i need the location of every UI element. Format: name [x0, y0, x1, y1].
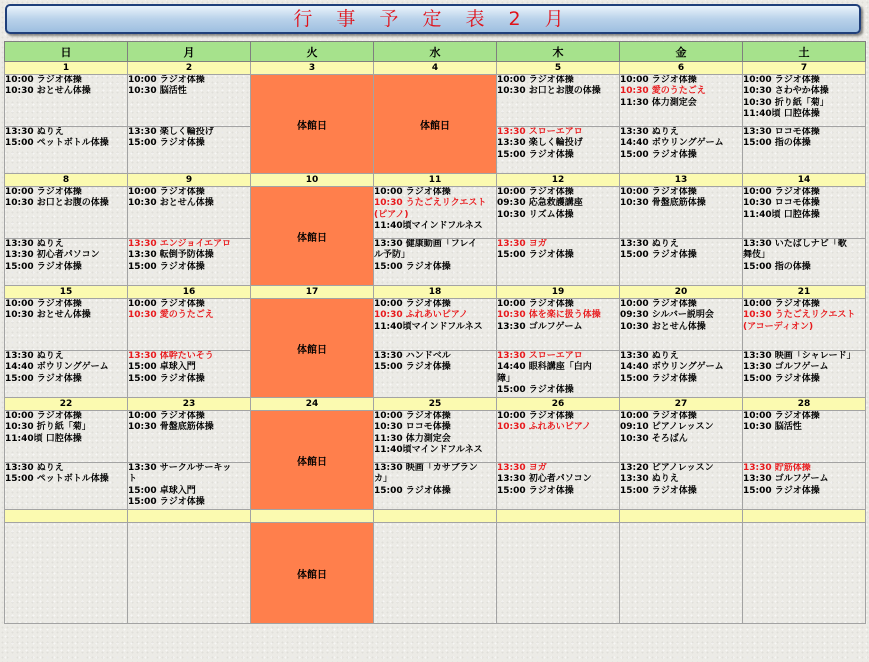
event-item: 13:30 ぬりえ	[5, 351, 64, 361]
calendar-body	[5, 62, 866, 624]
event-item: 13:30 映画「カサブラン	[374, 463, 478, 473]
afternoon-events-cell	[5, 127, 128, 174]
event-item: 15:00 ラジオ体操	[128, 497, 205, 508]
event-item: 10:30 リズム体操	[497, 209, 574, 220]
event-item: 15:00 ペットボトル体操	[5, 474, 109, 485]
afternoon-events-cell	[5, 239, 128, 286]
weekday-header-thu: 木	[497, 42, 620, 62]
event-item: 13:30 楽しく輪投げ	[128, 127, 214, 137]
event-item: 13:30 ぬりえ	[5, 463, 64, 473]
event-item: 10:30 脳活性	[743, 422, 802, 433]
morning-events-cell	[743, 411, 866, 463]
event-item: 15:00 ラジオ体操	[497, 250, 574, 261]
date-number: 25	[374, 398, 497, 411]
event-item: 10:30 ふれあいピアノ	[374, 310, 469, 321]
date-number: 10	[251, 174, 374, 187]
morning-events-cell	[743, 187, 866, 239]
event-item: 13:30 サークルサーキッ	[128, 463, 232, 473]
closed-day-label: 体館日	[297, 232, 327, 244]
date-number: 2	[128, 62, 251, 75]
week-4-morning-row	[5, 411, 866, 463]
date-number: 18	[374, 286, 497, 299]
afternoon-events-cell	[497, 239, 620, 286]
event-item: 10:30 おとせん体操	[620, 321, 706, 332]
morning-events-cell	[5, 299, 128, 351]
week-2-afternoon-row	[5, 239, 866, 286]
week-4-afternoon-row	[5, 463, 866, 510]
weekday-header-mon: 月	[128, 42, 251, 62]
event-item: 13:30 ぬりえ	[620, 351, 679, 361]
afternoon-events-cell	[620, 239, 743, 286]
calendar-table	[4, 41, 866, 624]
event-item: 13:30 ぬりえ	[620, 239, 679, 249]
afternoon-events-cell	[128, 127, 251, 174]
date-number: 19	[497, 286, 620, 299]
event-item: 15:00 ラジオ体操	[620, 373, 697, 384]
afternoon-events-cell	[620, 463, 743, 510]
event-item: 14:40 ボウリングゲーム	[620, 362, 724, 373]
day-cell-empty	[128, 523, 251, 624]
week-1-date-row	[5, 62, 866, 75]
event-item: ル予防」	[374, 250, 411, 261]
date-number: 4	[374, 62, 497, 75]
event-item: 13:30 楽しく輪投げ	[497, 138, 583, 149]
afternoon-events-cell	[5, 351, 128, 398]
date-number: 5	[497, 62, 620, 75]
morning-events-cell	[620, 411, 743, 463]
weekday-header-fri: 金	[620, 42, 743, 62]
afternoon-events-cell	[743, 463, 866, 510]
event-item: 舞伎」	[743, 250, 771, 261]
closed-day-label: 体館日	[420, 120, 450, 132]
event-item: 15:00 指の体操	[743, 261, 811, 272]
week-5-events-row	[5, 523, 866, 624]
afternoon-events-cell	[374, 239, 497, 286]
date-number: 27	[620, 398, 743, 411]
event-item: 13:30 スローエアロ	[497, 351, 583, 361]
event-item: 09:30 シルバー説明会	[620, 310, 714, 321]
event-item: 10:00 ラジオ体操	[374, 411, 451, 421]
event-item: 11:30 体力測定会	[374, 433, 451, 444]
event-item: 10:00 ラジオ体操	[497, 187, 574, 197]
closed-day-label: 体館日	[297, 120, 327, 132]
event-item: 10:00 ラジオ体操	[497, 299, 574, 309]
day-cell-empty	[620, 523, 743, 624]
afternoon-events-cell	[743, 351, 866, 398]
event-item: 11:40頃マインドフルネス	[374, 321, 483, 332]
morning-events-cell	[128, 75, 251, 127]
closed-day-cell	[251, 411, 374, 510]
date-number: 23	[128, 398, 251, 411]
event-item: 13:30 ぬりえ	[5, 127, 64, 137]
event-item: ト	[128, 474, 138, 485]
event-item: 15:00 ラジオ体操	[128, 261, 205, 272]
closed-day-label: 体館日	[297, 344, 327, 356]
event-item: 13:30 ぬりえ	[620, 127, 679, 137]
event-item: 10:30 愛のうたごえ	[128, 310, 214, 321]
date-cell-empty	[497, 510, 620, 523]
event-item: 15:00 ラジオ体操	[743, 373, 820, 384]
event-item: 10:30 骨盤底筋体操	[620, 198, 706, 209]
event-item: 10:30 お口とお腹の体操	[5, 198, 109, 209]
event-item: 10:00 ラジオ体操	[128, 75, 205, 85]
event-item: 10:00 ラジオ体操	[128, 299, 205, 309]
event-item: 13:30 貯筋体操	[743, 463, 811, 473]
event-item: 11:40頃 口腔体操	[743, 109, 820, 120]
event-item: 10:30 体を楽に扱う体操	[497, 310, 601, 321]
week-3-morning-row	[5, 299, 866, 351]
date-number: 8	[5, 174, 128, 187]
event-item: 10:00 ラジオ体操	[374, 187, 451, 197]
date-cell-empty	[5, 510, 128, 523]
date-cell-empty	[743, 510, 866, 523]
afternoon-events-cell	[743, 127, 866, 174]
event-item: 15:00 ラジオ体操	[128, 373, 205, 384]
event-item: 10:00 ラジオ体操	[374, 299, 451, 309]
morning-events-cell	[128, 299, 251, 351]
event-item: 13:30 ヨガ	[497, 463, 547, 473]
event-item: 10:00 ラジオ体操	[620, 299, 697, 309]
afternoon-events-cell	[497, 127, 620, 174]
day-cell-empty	[5, 523, 128, 624]
morning-events-cell	[374, 299, 497, 351]
event-item: 10:30 さわやか体操	[743, 86, 829, 97]
event-item: 10:00 ラジオ体操	[620, 411, 697, 421]
event-item: 11:40頃マインドフルネス	[374, 445, 483, 456]
event-item: 13:30 健康動画「フレイ	[374, 239, 477, 249]
morning-events-cell	[5, 187, 128, 239]
date-number: 26	[497, 398, 620, 411]
morning-events-cell	[620, 299, 743, 351]
closed-day-cell	[251, 75, 374, 174]
event-item: 13:30 転倒予防体操	[128, 250, 214, 261]
date-number: 15	[5, 286, 128, 299]
closed-day-label: 体館日	[297, 456, 327, 468]
event-item: 10:00 ラジオ体操	[743, 75, 820, 85]
weekday-header-row	[5, 42, 866, 62]
morning-events-cell	[374, 411, 497, 463]
morning-events-cell	[5, 75, 128, 127]
morning-events-cell	[497, 75, 620, 127]
date-number: 7	[743, 62, 866, 75]
afternoon-events-cell	[374, 351, 497, 398]
event-item: 11:30 体力測定会	[620, 97, 697, 108]
date-number: 21	[743, 286, 866, 299]
week-3-date-row	[5, 286, 866, 299]
event-item: 13:30 スローエアロ	[497, 127, 583, 137]
afternoon-events-cell	[620, 127, 743, 174]
morning-events-cell	[620, 187, 743, 239]
afternoon-events-cell	[374, 463, 497, 510]
event-item: 13:30 ヨガ	[497, 239, 547, 249]
event-item: 10:00 ラジオ体操	[620, 187, 697, 197]
event-item: 13:30 映画「シャレード」	[743, 351, 856, 361]
event-item: 15:00 ラジオ体操	[374, 362, 451, 373]
event-item: 10:30 お口とお腹の体操	[497, 86, 601, 97]
morning-events-cell	[497, 299, 620, 351]
page-title: 行 事 予 定 表 2 月	[5, 4, 861, 34]
event-item: 10:00 ラジオ体操	[128, 187, 205, 197]
date-number: 16	[128, 286, 251, 299]
date-number: 6	[620, 62, 743, 75]
day-cell-empty	[374, 523, 497, 624]
event-item: 13:30 ぬりえ	[620, 474, 679, 485]
event-item: 15:00 ラジオ体操	[128, 138, 205, 149]
event-item: カ」	[374, 474, 393, 485]
morning-events-cell	[497, 187, 620, 239]
event-item: 10:00 ラジオ体操	[497, 411, 574, 421]
day-cell-empty	[497, 523, 620, 624]
morning-events-cell	[374, 187, 497, 239]
week-5-date-row	[5, 510, 866, 523]
event-item: 13:20 ピアノレッスン	[620, 463, 714, 473]
date-cell-empty	[128, 510, 251, 523]
afternoon-events-cell	[743, 239, 866, 286]
week-2-morning-row	[5, 187, 866, 239]
event-item: 13:30 ゴルフゲーム	[497, 321, 583, 332]
event-item: 09:10 ピアノレッスン	[620, 422, 714, 433]
event-item: 10:30 おとせん体操	[5, 86, 91, 97]
event-item: 10:30 そろばん	[620, 433, 688, 444]
event-item: 15:00 ラジオ体操	[497, 149, 574, 160]
event-item: 10:30 脳活性	[128, 86, 187, 97]
event-item: 11:40頃 口腔体操	[743, 209, 820, 220]
date-cell-empty	[620, 510, 743, 523]
event-item: 10:00 ラジオ体操	[743, 187, 820, 197]
event-item: 13:30 エンジョイエアロ	[128, 239, 232, 249]
event-item: 15:00 ラジオ体操	[497, 485, 574, 496]
date-number: 13	[620, 174, 743, 187]
event-item: 10:30 ロコモ体操	[374, 422, 451, 433]
event-item: 09:30 応急救護講座	[497, 198, 583, 209]
afternoon-events-cell	[128, 463, 251, 510]
event-item: 14:40 ボウリングゲーム	[5, 362, 109, 373]
event-item: (アコーディオン)	[743, 321, 814, 332]
morning-events-cell	[743, 299, 866, 351]
event-item: 14:40 眼科講座「白内	[497, 362, 592, 373]
event-item: 10:30 うたごえリクエスト	[374, 198, 487, 209]
date-number: 24	[251, 398, 374, 411]
event-item: 10:00 ラジオ体操	[620, 75, 697, 85]
week-2-date-row	[5, 174, 866, 187]
event-item: 10:30 愛のうたごえ	[620, 86, 706, 97]
event-item: 15:00 卓球入門	[128, 362, 196, 373]
event-item: 15:00 ラジオ体操	[5, 261, 82, 272]
event-item: 10:00 ラジオ体操	[128, 411, 205, 421]
date-number: 3	[251, 62, 374, 75]
date-cell-empty	[374, 510, 497, 523]
event-item: 10:30 ふれあいピアノ	[497, 422, 592, 433]
afternoon-events-cell	[128, 351, 251, 398]
event-item: 15:00 ラジオ体操	[743, 485, 820, 496]
morning-events-cell	[620, 75, 743, 127]
event-item: 15:00 ラジオ体操	[620, 149, 697, 160]
closed-day-cell	[251, 299, 374, 398]
event-item: 13:30 いたばしナビ「歌	[743, 239, 847, 249]
date-number: 11	[374, 174, 497, 187]
event-item: 13:30 ハンドベル	[374, 351, 451, 361]
event-item: 10:00 ラジオ体操	[5, 187, 82, 197]
event-item: 15:00 ラジオ体操	[497, 385, 574, 396]
morning-events-cell	[5, 411, 128, 463]
weekday-header-sat: 土	[743, 42, 866, 62]
week-3-afternoon-row	[5, 351, 866, 398]
closed-day-cell	[251, 523, 374, 624]
event-item: (ピアノ)	[374, 209, 409, 220]
morning-events-cell	[497, 411, 620, 463]
event-item: 10:00 ラジオ体操	[5, 299, 82, 309]
event-item: 15:00 指の体操	[743, 138, 811, 149]
date-cell-empty	[251, 510, 374, 523]
date-number: 28	[743, 398, 866, 411]
afternoon-events-cell	[497, 351, 620, 398]
morning-events-cell	[128, 411, 251, 463]
event-item: 13:30 ロコモ体操	[743, 127, 820, 137]
event-item: 10:30 おとせん体操	[5, 310, 91, 321]
date-number: 22	[5, 398, 128, 411]
weekday-header-tue: 火	[251, 42, 374, 62]
event-item: 10:00 ラジオ体操	[743, 299, 820, 309]
afternoon-events-cell	[497, 463, 620, 510]
weekday-header-wed: 水	[374, 42, 497, 62]
event-item: 10:00 ラジオ体操	[5, 75, 82, 85]
event-item: 15:00 ペットボトル体操	[5, 138, 109, 149]
event-item: 11:40頃 口腔体操	[5, 433, 82, 444]
event-item: 13:30 初心者パソコン	[497, 474, 592, 485]
afternoon-events-cell	[620, 351, 743, 398]
event-item: 15:00 ラジオ体操	[5, 373, 82, 384]
event-item: 13:30 体幹たいそう	[128, 351, 214, 361]
day-cell-empty	[743, 523, 866, 624]
event-item: 14:40 ボウリングゲーム	[620, 138, 724, 149]
event-item: 15:00 ラジオ体操	[374, 485, 451, 496]
event-item: 10:30 うたごえリクエスト	[743, 310, 856, 321]
week-4-date-row	[5, 398, 866, 411]
weekday-header-sun: 日	[5, 42, 128, 62]
event-item: 10:30 おとせん体操	[128, 198, 214, 209]
event-item: 10:00 ラジオ体操	[5, 411, 82, 421]
event-item: 15:00 卓球入門	[128, 485, 196, 496]
date-number: 17	[251, 286, 374, 299]
morning-events-cell	[743, 75, 866, 127]
event-item: 10:30 折り紙「菊」	[5, 422, 91, 433]
closed-day-cell	[374, 75, 497, 174]
event-item: 13:30 ゴルフゲーム	[743, 362, 829, 373]
event-item: 障」	[497, 373, 516, 384]
event-item: 13:30 ゴルフゲーム	[743, 474, 829, 485]
closed-day-cell	[251, 187, 374, 286]
morning-events-cell	[128, 187, 251, 239]
event-item: 15:00 ラジオ体操	[374, 261, 451, 272]
date-number: 1	[5, 62, 128, 75]
event-item: 10:30 折り紙「菊」	[743, 97, 829, 108]
date-number: 12	[497, 174, 620, 187]
week-1-morning-row	[5, 75, 866, 127]
afternoon-events-cell	[128, 239, 251, 286]
afternoon-events-cell	[5, 463, 128, 510]
event-item: 15:00 ラジオ体操	[620, 485, 697, 496]
date-number: 20	[620, 286, 743, 299]
event-item: 10:00 ラジオ体操	[743, 411, 820, 421]
date-number: 9	[128, 174, 251, 187]
event-item: 13:30 ぬりえ	[5, 239, 64, 249]
event-item: 11:40頃マインドフルネス	[374, 221, 483, 232]
event-item: 10:30 骨盤底筋体操	[128, 422, 214, 433]
event-item: 13:30 初心者パソコン	[5, 250, 100, 261]
date-number: 14	[743, 174, 866, 187]
closed-day-label: 体館日	[297, 569, 327, 581]
event-item: 15:00 ラジオ体操	[620, 250, 697, 261]
event-item: 10:00 ラジオ体操	[497, 75, 574, 85]
event-item: 10:30 ロコモ体操	[743, 198, 820, 209]
